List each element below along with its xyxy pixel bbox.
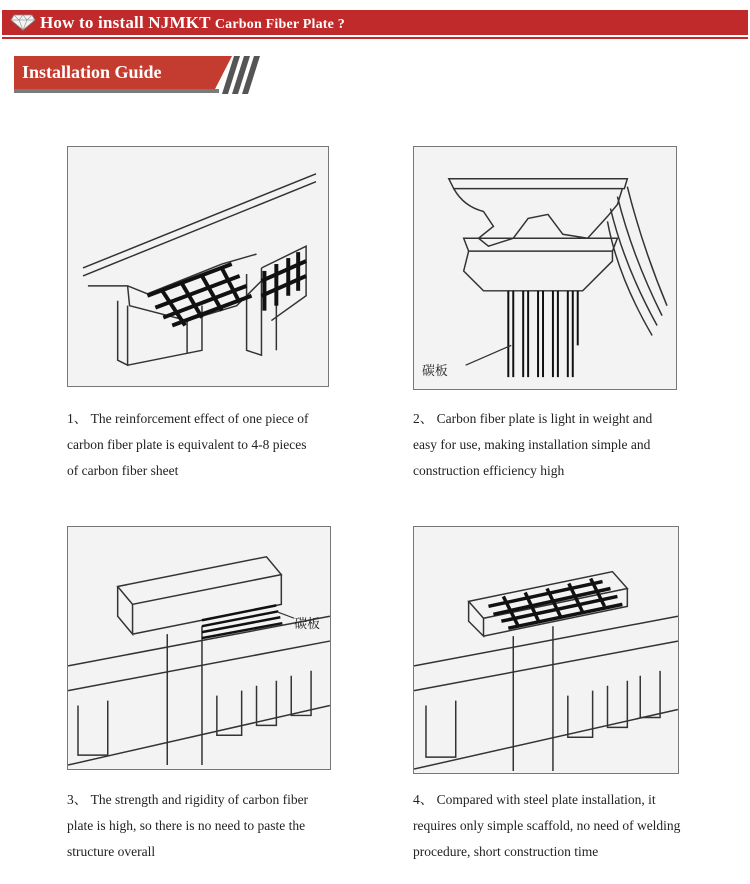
- step-1-caption: 1、 The reinforcement effect of one piece of carbon fiber plate is equivalent to 4-8 pieces of carbon fiber sheet: [67, 411, 309, 478]
- plate-label: 碳板: [422, 364, 448, 380]
- step-3-caption: 3、 The strength and rigidity of carbon fiber plate is high, so there is no need to paste the structure overall: [67, 792, 309, 859]
- illustration-column-top-grid: [413, 526, 679, 774]
- top-banner: [2, 10, 748, 35]
- section-tab-shadow: [14, 89, 219, 93]
- step-2-caption: 2、 Carbon fiber plate is light in weight and easy for use, making installation simple and construction efficiency high: [413, 411, 653, 478]
- plate-label: 碳板: [294, 617, 320, 633]
- step-4-caption: 4、 Compared with steel plate installation, it requires only simple scaffold, no need of welding procedure, short construction time: [413, 792, 681, 859]
- illustration-column-plates: [413, 146, 677, 390]
- page-title: How to install NJMKT Carbon Fiber Plate ?: [40, 13, 345, 32]
- diamond-icon: [10, 14, 36, 31]
- section-title: Installation Guide: [22, 62, 162, 82]
- illustration-beam-grid: [67, 146, 329, 387]
- decorative-stripes: [220, 56, 262, 94]
- illustration-column-top-plates: [67, 526, 331, 770]
